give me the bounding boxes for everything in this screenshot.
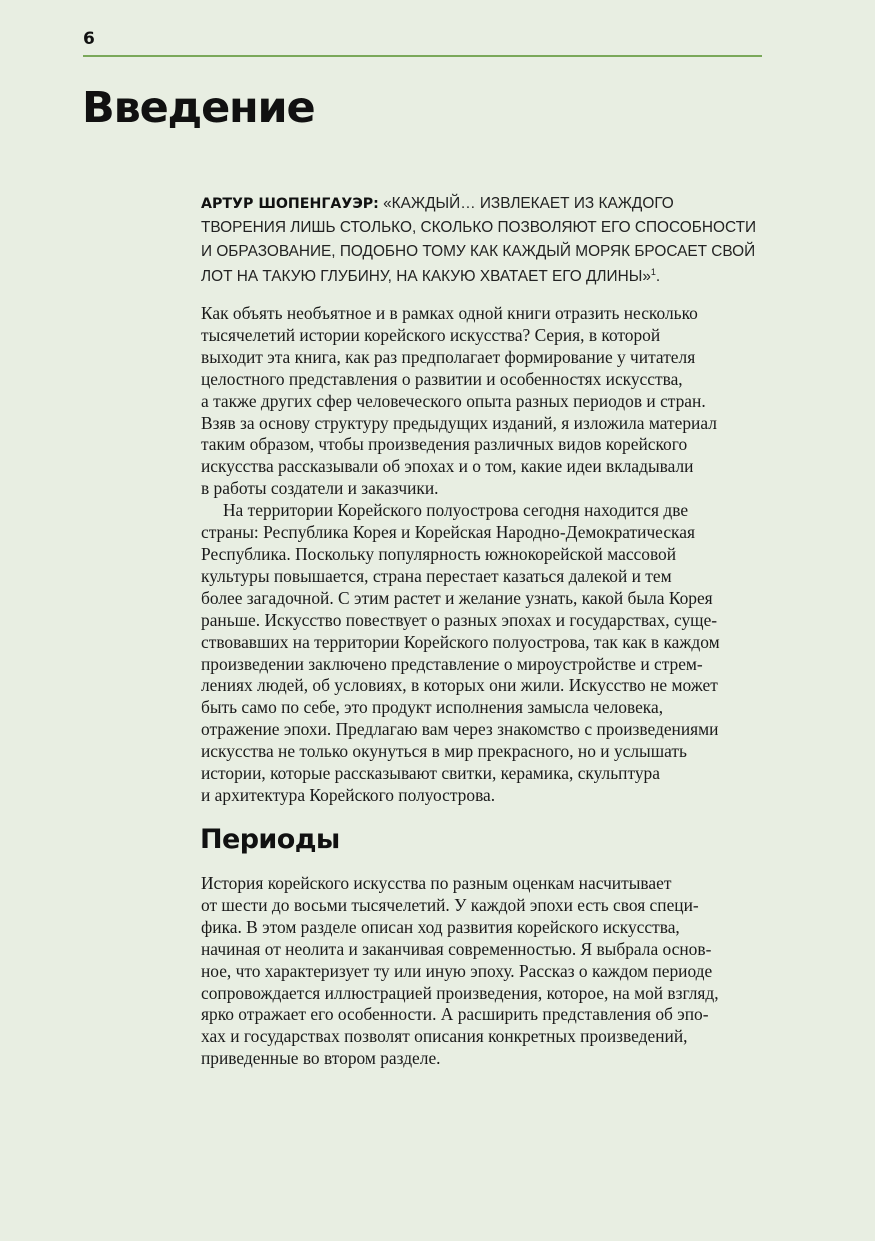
section-title-periods: Периоды xyxy=(200,824,340,855)
text-line: ярко отражает его особенности. А расширить представления об эпо- xyxy=(201,1004,709,1025)
text-line: более загадочной. С этим растет и желание узнать, какой была Корея xyxy=(201,587,713,608)
text-line: ное, что характеризует ту или иную эпоху. Рассказ о каждом периоде xyxy=(201,960,713,981)
epigraph-line: И ОБРАЗОВАНИЕ, ПОДОБНО ТОМУ КАК КАЖДЫЙ МОРЯК БРОСАЕТ СВОЙ xyxy=(201,243,756,261)
epigraph-line: «КАЖДЫЙ… ИЗВЛЕКАЕТ ИЗ КАЖДОГО xyxy=(378,195,674,212)
intro-text xyxy=(201,303,766,807)
text-line: начиная от неолита и заканчивая современностью. Я выбрала основ- xyxy=(201,938,712,959)
text-line: культуры повышается, страна перестает казаться далекой и тем xyxy=(201,565,672,586)
text-line: произведении заключено представление о мироустройстве и стрем- xyxy=(201,653,703,674)
periods-text xyxy=(201,873,766,1070)
text-line: искусства не только окунуться в мир прекрасного, но и услышать xyxy=(201,741,687,762)
epigraph-end-punct: . xyxy=(655,267,661,285)
periods-paragraph xyxy=(201,873,766,1070)
text-line: Как объять необъятное и в рамках одной книги отразить несколько xyxy=(201,303,698,323)
text-line: таким образом, чтобы произведения различных видов корейского xyxy=(201,434,688,455)
text-line: ствовавших на территории Корейского полуострова, так как в каждом xyxy=(201,631,720,652)
text-line: выходит эта книга, как раз предполагает формирование у читателя xyxy=(201,346,696,367)
epigraph xyxy=(201,192,771,289)
text-line: в работы создатели и заказчики. xyxy=(201,478,439,499)
text-line: тысячелетий истории корейского искусства? Серия, в которой xyxy=(201,324,661,345)
text-line: от шести до восьми тысячелетий. У каждой эпохи есть своя специ- xyxy=(201,894,699,915)
text-line: хах и государствах позволят описания конкретных произведений, xyxy=(201,1026,688,1047)
epigraph-line: ТВОРЕНИЯ ЛИШЬ СТОЛЬКО, СКОЛЬКО ПОЗВОЛЯЮТ ЕГО СПОСОБНОСТИ xyxy=(201,219,757,237)
text-line: История корейского искусства по разным оценкам насчитывает xyxy=(201,873,672,893)
footnote-marker[interactable]: 1 xyxy=(650,266,656,277)
text-line: сопровождается иллюстрацией произведения, которое, на мой взгляд, xyxy=(201,982,719,1003)
text-line: Республика. Поскольку популярность южнокорейской массовой xyxy=(201,543,677,564)
intro-paragraph-1 xyxy=(201,303,766,500)
chapter-title: Введение xyxy=(82,83,315,133)
epigraph-author: АРТУР ШОПЕНГАУЭР: xyxy=(201,196,379,212)
epigraph-line: ЛОТ НА ТАКУЮ ГЛУБИНУ, НА КАКУЮ ХВАТАЕТ ЕГО ДЛИНЫ» xyxy=(201,267,651,285)
text-line: фика. В этом разделе описан ход развития корейского искусства, xyxy=(201,916,680,937)
text-line: и архитектура Корейского полуострова. xyxy=(201,784,496,805)
page-number: 6 xyxy=(83,29,95,49)
text-line: истории, которые рассказывают свитки, керамика, скульптура xyxy=(201,763,660,784)
text-line: раньше. Искусство повествует о разных эпохах и государствах, суще- xyxy=(201,609,718,630)
text-line: приведенные во втором разделе. xyxy=(201,1048,441,1069)
text-line: Взяв за основу структуру предыдущих изданий, я изложила материал xyxy=(201,412,717,433)
text-line: быть само по себе, это продукт исполнения замысла человека, xyxy=(201,697,664,718)
text-line: искусства рассказывали об эпохах и о том, какие идеи вкладывали xyxy=(201,456,694,477)
text-line: а также других сфер человеческого опыта разных периодов и стран. xyxy=(201,390,706,411)
text-line: лениях людей, об условиях, в которых они жили. Искусство не может xyxy=(201,675,718,696)
text-line: отражение эпохи. Предлагаю вам через знакомство с произведениями xyxy=(201,719,719,740)
intro-paragraph-2 xyxy=(201,500,766,807)
text-line: целостного представления о развитии и особенностях искусства, xyxy=(201,368,683,389)
text-line: страны: Республика Корея и Корейская Народно-Демократическая xyxy=(201,522,695,543)
header-rule xyxy=(83,55,762,57)
text-line: На территории Корейского полуострова сегодня находится две xyxy=(223,500,689,521)
